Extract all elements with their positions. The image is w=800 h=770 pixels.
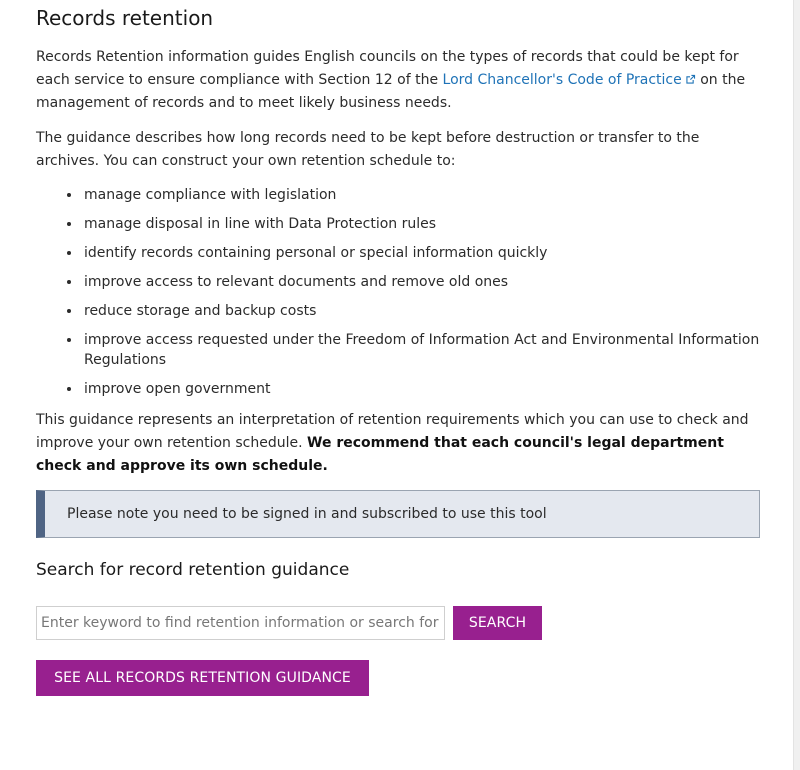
code-of-practice-link[interactable] [443,72,696,88]
benefits-list [36,185,760,399]
page-title: Records retention [36,6,214,30]
see-all-guidance-button[interactable]: SEE ALL RECORDS RETENTION GUIDANCE [36,660,369,696]
code-of-practice-link-text[interactable]: Lord Chancellor's Code of Practice [442,72,682,88]
sign-in-notice [36,490,760,538]
list-item: • identify records containing personal or special information quickly [82,243,760,263]
notice-text: Please note you need to be signed in and subscribed to use this tool [67,506,547,522]
list-item: • improve access to relevant documents and remove old ones [82,272,760,292]
scrollbar-track[interactable] [793,0,800,770]
intro-paragraph [36,46,760,115]
external-link-icon [685,74,696,85]
interpretation-text: This guidance represents an interpretation of retention requirements which you can use to check and improve your own retention schedule. [36,412,749,451]
search-heading: Search for record retention guidance [36,560,350,580]
search-button[interactable]: SEARCH [453,606,542,640]
list-item: • reduce storage and backup costs [82,301,760,321]
search-form [36,606,760,640]
search-input[interactable] [36,606,445,640]
list-item: • improve open government [82,379,760,399]
guidance-intro: The guidance describes how long records need to be kept before destruction or transfer to the archives. You can construct your own retention schedule to: [36,130,700,169]
intro-text-before-link: Records Retention information guides English councils on the types of records that could be kept for each service to ensure compliance with Section 12 of the [36,49,739,88]
list-item: • manage disposal in line with Data Protection rules [82,214,760,234]
legal-recommendation: We recommend that each council's legal department check and approve its own schedule. [36,435,724,474]
intro-text-after-link: on the management of records and to meet likely business needs. [36,72,746,111]
list-item: • manage compliance with legislation [82,185,760,205]
records-retention-panel [36,4,760,696]
list-item: • improve access requested under the Freedom of Information Act and Environmental Information Regulations [82,330,760,370]
interpretation-paragraph [36,409,760,478]
